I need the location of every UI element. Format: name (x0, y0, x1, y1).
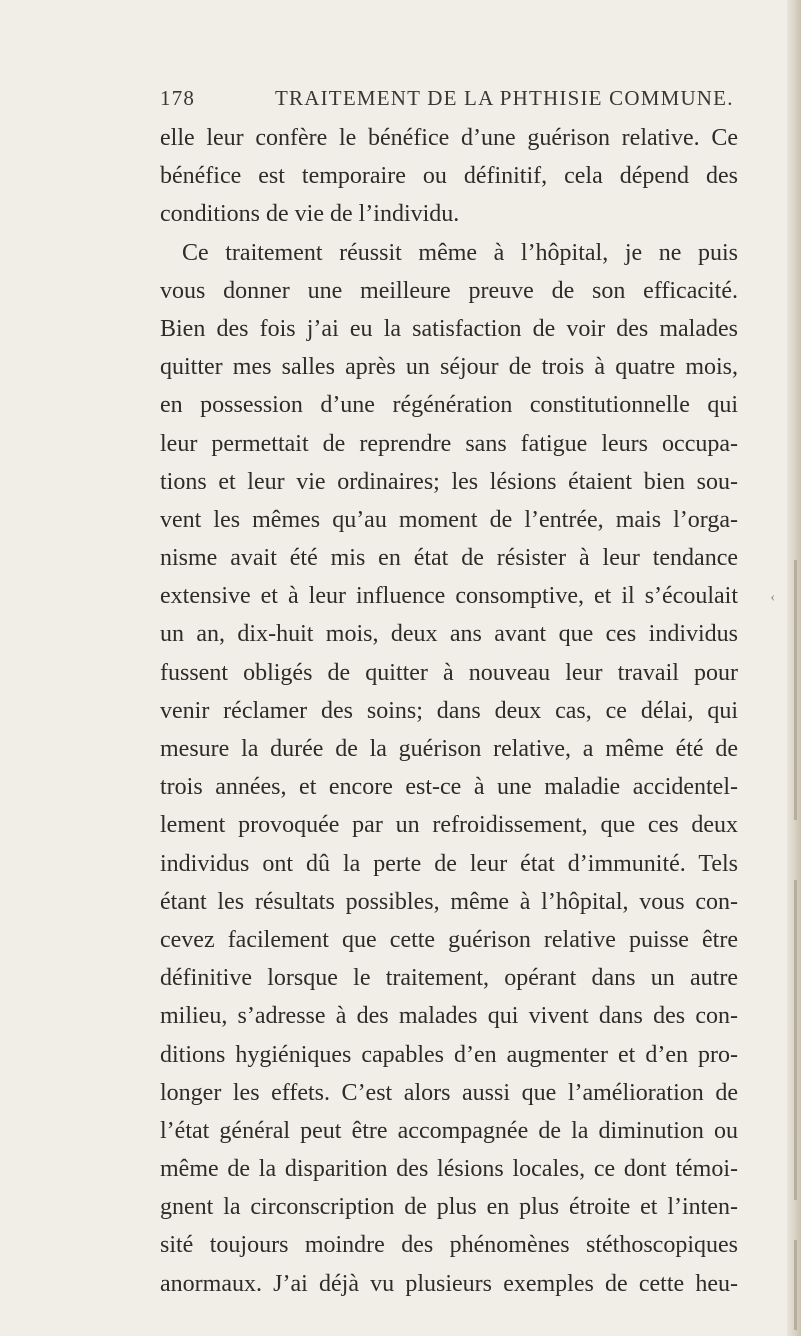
text-line: Ce traitement réussit même à l’hôpital, je ne puis (182, 239, 738, 266)
text-line: cevez facilement que cette guérison relative puisse être (160, 926, 738, 953)
binding-mark (794, 560, 797, 820)
text-line: même de la disparition des lésions locales, ce dont témoi- (160, 1156, 738, 1183)
body-text (160, 119, 738, 1303)
text-line: leur permettait de reprendre sans fatigue leurs occupa- (160, 430, 738, 457)
binding-mark (794, 1240, 797, 1330)
text-line: milieu, s’adresse à des malades qui vivent dans des con- (160, 1003, 738, 1030)
margin-stray-mark: ‹ (770, 590, 775, 605)
text-line: fussent obligés de quitter à nouveau leur travail pour (160, 659, 738, 686)
text-line: elle leur confère le bénéfice d’une guérison relative. Ce (160, 125, 738, 151)
text-line: longer les effets. C’est alors aussi que l’amélioration de (160, 1079, 738, 1106)
text-line: conditions de vie de l’individu. (160, 201, 460, 228)
text-line: un an, dix-huit mois, deux ans avant que ces individus (160, 621, 738, 648)
text-line: vent les mêmes qu’au moment de l’entrée, mais l’orga- (160, 506, 738, 533)
text-line: sité toujours moindre des phénomènes stéthoscopiques (160, 1232, 738, 1259)
text-line: extensive et à leur influence consomptive, et il s’écoulait (160, 583, 738, 610)
text-line: nisme avait été mis en état de résister à leur tendance (160, 545, 738, 572)
text-line: individus ont dû la perte de leur état d’immunité. Tels (160, 850, 738, 877)
text-line: bénéfice est temporaire ou définitif, cela dépend des (160, 163, 738, 190)
running-head (160, 78, 734, 110)
text-line: étant les résultats possibles, même à l’hôpital, vous con- (160, 888, 738, 915)
binding-mark (794, 880, 797, 1200)
text-line: trois années, et encore est-ce à une maladie accidentel- (160, 774, 738, 801)
text-line: définitive lorsque le traitement, opérant dans un autre (160, 965, 738, 992)
text-line: lement provoquée par un refroidissement, que ces deux (160, 812, 738, 839)
text-line: ditions hygiéniques capables d’en augmenter et d’en pro- (160, 1041, 738, 1068)
text-line: vous donner une meilleure preuve de son efficacité. (160, 277, 738, 304)
text-line: tions et leur vie ordinaires; les lésions étaient bien sou- (160, 468, 738, 495)
running-title: TRAITEMENT DE LA PHTHISIE COMMUNE. (275, 86, 734, 110)
page-number: 178 (160, 86, 196, 110)
text-line: quitter mes salles après un séjour de trois à quatre mois, (160, 354, 738, 381)
text-line: anormaux. J’ai déjà vu plusieurs exemples de cette heu- (160, 1270, 738, 1297)
text-line: gnent la circonscription de plus en plus étroite et l’inten- (160, 1194, 738, 1221)
text-line: venir réclamer des soins; dans deux cas, ce délai, qui (160, 697, 738, 724)
text-line: l’état général peut être accompagnée de la diminution ou (160, 1117, 738, 1144)
text-line: Bien des fois j’ai eu la satisfaction de voir des malades (160, 315, 738, 342)
text-line: en possession d’une régénération constitutionnelle qui (160, 392, 738, 419)
text-line: mesure la durée de la guérison relative, a même été de (160, 736, 738, 762)
page-edge-shadow (787, 0, 801, 1336)
